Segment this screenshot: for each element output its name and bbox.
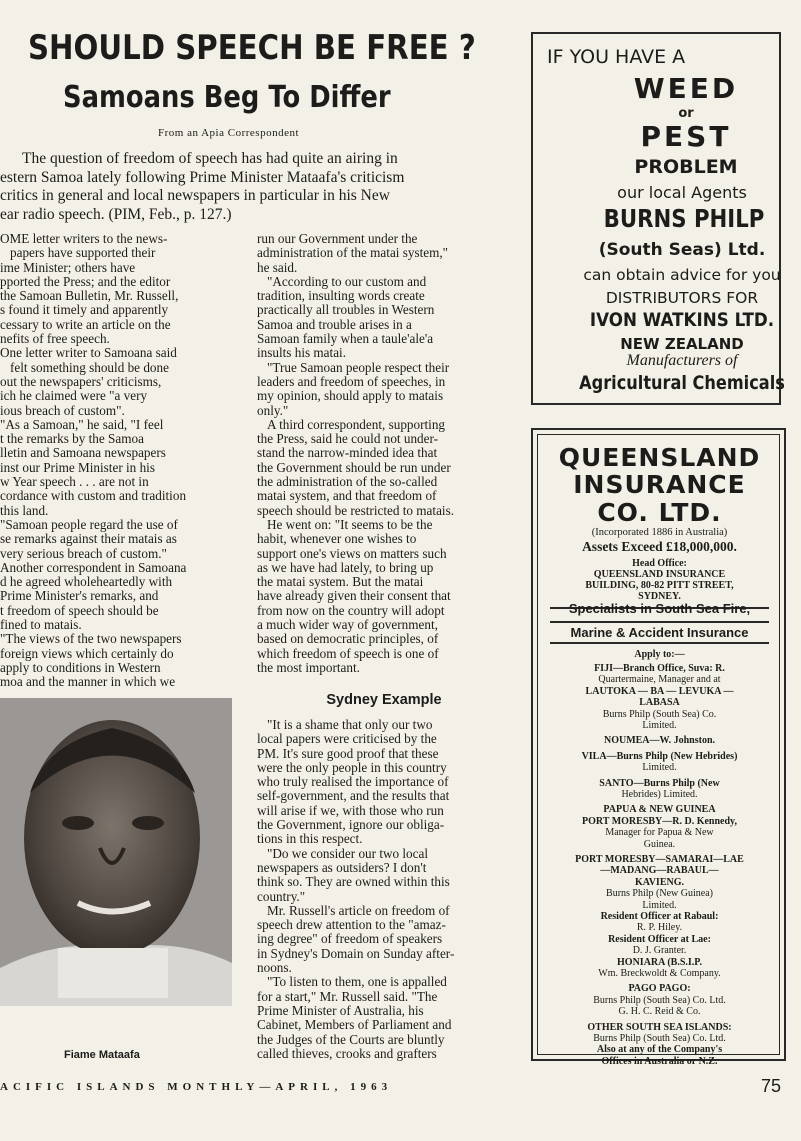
ad-agent-line: —MADANG—RABAUL— (600, 865, 719, 877)
text-line: "According to our custom and (267, 274, 427, 289)
ad-agent-line: PORT MORESBY—SAMARAI—LAE (575, 854, 744, 865)
text-line: this land. (0, 503, 49, 518)
ad-agent-line: OTHER SOUTH SEA ISLANDS: (587, 1021, 732, 1033)
ad-title-line: QUEENSLAND (558, 443, 761, 472)
ad-agent-line: VILA—Burns Philp (New Hebrides) (581, 750, 738, 762)
ad-line: DISTRIBUTORS FOR (605, 289, 759, 307)
text-line: Prime Minister of Australia, his (257, 1003, 424, 1018)
ad-agent-line: Limited. (642, 899, 677, 911)
ad-agent-line: Resident Officer at Lae: (608, 933, 711, 945)
text-line: Samoan family when a taule'ale'a (257, 332, 434, 347)
text-line: PM. It's sure good proof that these (257, 746, 439, 761)
photo-caption: Fiame Mataafa (64, 1049, 140, 1061)
text-line: w Year speech . . . are not in (0, 475, 149, 490)
article-column-left (0, 232, 238, 690)
text-line: the Government should be run under (257, 460, 451, 475)
text-line: administration of the matai system," (257, 246, 449, 261)
text-line: he said. (257, 260, 298, 275)
text-line: habit, whenever one wishes to (257, 532, 417, 547)
text-line: the administration of the so-called (257, 475, 438, 490)
text-line: fined to matais. (0, 618, 82, 633)
text-line: the Press, said he could not under- (257, 432, 439, 447)
ad-line: IVON WATKINS LTD. (589, 309, 775, 331)
text-line: will arise if we, with those who run (257, 803, 444, 818)
text-line: ich he claimed were "a very (0, 389, 148, 404)
text-line: s found it timely and apparently (0, 303, 169, 318)
article-column-right-top (257, 232, 511, 675)
subheadline: Samoans Beg To Differ (63, 80, 391, 115)
ad-agent-line: KAVIENG. (635, 876, 684, 888)
ad-assets: Assets Exceed £18,000,000. (582, 539, 737, 554)
text-line: run our Government under the (257, 232, 418, 246)
text-line: as we have had lately, to bring up (257, 560, 434, 575)
intro-line: The question of freedom of speech has had quite an airing in (22, 150, 398, 167)
text-line: called thieves, crooks and grafters (257, 1046, 437, 1061)
text-line: leaders and freedom of speeches, in (257, 374, 446, 389)
text-line: "It is a shame that only our two (267, 718, 433, 732)
text-line: the matai system. But the matai (257, 575, 424, 590)
text-line: practically all troubles in Western (257, 303, 435, 318)
section-heading: Sydney Example (326, 692, 442, 708)
text-line: my opinion, should apply to matais (257, 389, 444, 404)
ad-line: PEST (640, 120, 732, 153)
ad-agent-line: PAPUA & NEW GUINEA (603, 804, 716, 816)
ad-agent-line: Quartermaine, Manager and at (598, 674, 721, 686)
byline: From an Apia Correspondent (158, 127, 300, 139)
text-line: which freedom of speech is one of (257, 646, 439, 661)
text-line: country." (257, 889, 306, 904)
text-line: tions in this respect. (257, 832, 363, 847)
text-line: Samoa and trouble arises in a (257, 317, 412, 332)
text-line: for a start," Mr. Russell said. "The (257, 989, 438, 1004)
text-line: OME letter writers to the news- (0, 232, 168, 246)
text-line: cessary to write an article on the (0, 317, 171, 332)
text-line: the Samoan Bulletin, Mr. Russell, (0, 289, 179, 304)
text-line: ime Minister; others have (0, 260, 136, 275)
text-line: from now on the country will adopt (257, 603, 445, 618)
ad-agent-line: LAUTOKA — BA — LEVUKA — (585, 685, 734, 697)
ad-line: BURNS PHILP (603, 204, 765, 233)
text-line: t the remarks by the Samoa (0, 432, 144, 447)
text-line: have already given their consent that (257, 589, 451, 604)
ad-title-line: CO. LTD. (597, 498, 722, 527)
text-line: were the only people in this country (257, 760, 447, 775)
ad-line: Manufacturers of (626, 352, 738, 369)
ad-agent-line: Offices in Australia or N.Z. (601, 1055, 718, 1067)
text-line: se remarks against their matais as (0, 532, 177, 547)
ad-agent-line: NOUMEA—W. Johnston. (603, 735, 716, 747)
text-line: think so. They are owned within this (257, 875, 450, 890)
text-line: the most important. (257, 660, 360, 675)
ad-agent-line: Guinea. (643, 838, 676, 850)
text-line: d he agreed wholeheartedly with (0, 575, 173, 590)
ad-agent-line: Burns Philp (New Guinea) (606, 888, 713, 900)
text-line: "True Samoan people respect their (267, 360, 450, 375)
queensland-insurance-advertisement (531, 428, 786, 1067)
ad-agent-line: Also at any of the Company's (596, 1044, 723, 1056)
intro-line: critics in general and local newspapers in particular in his New (0, 187, 390, 204)
ad-agent-line: G. H. C. Reid & Co. (618, 1006, 701, 1018)
text-line: newspapers as outsiders? I don't (257, 860, 427, 875)
ad-agent-line: D. J. Granter. (632, 945, 687, 957)
ad-agent-line: Wm. Breckwoldt & Company. (598, 968, 721, 979)
ad-agent-line: Limited. (642, 762, 677, 774)
headline: SHOULD SPEECH BE FREE ? (28, 28, 476, 68)
ad-line: our local Agents (617, 183, 747, 202)
ad-specialists: Marine & Accident Insurance (570, 625, 749, 640)
text-line: cordance with custom and tradition (0, 489, 187, 504)
text-line: "The views of the two newspapers (0, 632, 182, 647)
text-line: papers have supported their (10, 246, 156, 261)
text-line: Prime Minister's remarks, and (0, 589, 159, 604)
text-line: ious breach of custom". (0, 403, 125, 418)
text-line: speech should be restricted to matais. (257, 503, 455, 518)
ad-apply: Apply to:— (634, 649, 685, 660)
ad-line: or (678, 106, 694, 121)
portrait-illustration (0, 698, 232, 1006)
weed-pest-advertisement (531, 32, 785, 405)
text-line: Mr. Russell's article on freedom of (267, 903, 450, 918)
text-line: Another correspondent in Samoana (0, 560, 187, 575)
text-line: very serious breach of custom." (0, 546, 167, 561)
ad-line: WEED (633, 72, 739, 105)
intro-line: ear radio speech. (PIM, Feb., p. 127.) (0, 205, 232, 223)
text-line: who truly realised the importance of (257, 775, 449, 790)
text-line: matai system, and that freedom of (257, 489, 437, 504)
ad-head-office-label: Head Office: (632, 558, 687, 569)
portrait-photo (0, 698, 232, 1006)
text-line: "To listen to them, one is appalled (267, 975, 447, 990)
text-line: local papers were criticised by the (257, 732, 437, 747)
article-column-right-bottom (257, 718, 511, 1061)
ad-agent-line: PORT MORESBY—R. D. Kennedy, (581, 815, 738, 827)
text-line: speech drew attention to the "amaz- (257, 918, 446, 933)
ad-agent-line: Burns Philp (South Sea) Co. (602, 708, 717, 720)
text-line: stand the narrow-minded idea that (257, 446, 438, 461)
ad-head-office: BUILDING, 80-82 PITT STREET, (585, 580, 734, 591)
ad-agent-line: Burns Philp (South Sea) Co. Ltd. (593, 994, 726, 1006)
text-line: "As a Samoan," he said, "I feel (0, 417, 164, 432)
ad-specialists: Specialists in South Sea Fire, (568, 601, 751, 616)
text-line: out the newspapers' criticisms, (0, 374, 162, 389)
text-line: lletin and Samoana newspapers (0, 446, 166, 461)
text-line: apply to conditions in Western (0, 660, 161, 675)
ad-rule (550, 642, 769, 644)
text-line: the Judges of the Courts are bluntly (257, 1032, 445, 1047)
ad-agent-line: PAGO PAGO: (628, 983, 691, 995)
ad-agent-line: Burns Philp (South Sea) Co. Ltd. (593, 1033, 726, 1044)
ad-head-office: QUEENSLAND INSURANCE (593, 569, 726, 580)
text-line: One letter writer to Samoana said (0, 346, 177, 361)
page-footer: ACIFIC ISLANDS MONTHLY—APRIL, 1963 (0, 1081, 393, 1093)
text-line: foreign views which certainly do (0, 646, 174, 661)
ad-line: IF YOU HAVE A (547, 46, 686, 68)
ad-title-line: INSURANCE (573, 470, 746, 499)
ad-line: PROBLEM (634, 156, 738, 178)
ad-agent-line: R. P. Hiley. (636, 922, 683, 934)
text-line: in Sydney's Domain on Sunday after- (257, 946, 455, 961)
ad-line: Agricultural Chemicals (579, 372, 785, 394)
text-line: felt something should be done (10, 360, 169, 375)
text-line: a much wider way of government, (257, 618, 438, 633)
text-line: inst our Prime Minister in his (0, 460, 155, 475)
ad-agent-line: Manager for Papua & New (605, 827, 714, 839)
intro-paragraph (0, 150, 512, 224)
ad-rule (550, 621, 769, 623)
ad-incorporated: (Incorporated 1886 in Australia) (591, 527, 728, 538)
text-line: "Samoan people regard the use of (0, 517, 178, 532)
ad-agent-line: Hebrides) Limited. (621, 789, 698, 800)
text-line: pported the Press; and the editor (0, 274, 171, 289)
ad-agent-line: FIJI—Branch Office, Suva: R. (594, 663, 725, 674)
ad-line: can obtain advice for you (583, 266, 781, 284)
intro-line: estern Samoa lately following Prime Minister Mataafa's criticism (0, 168, 405, 186)
text-line: "Do we consider our two local (267, 846, 429, 861)
text-line: moa and the manner in which we (0, 675, 176, 690)
text-line: tradition, insulting words create (257, 289, 425, 304)
text-line: self-government, and the results that (257, 789, 450, 804)
ad-agent-line: SANTO—Burns Philp (New (599, 777, 720, 789)
ad-agent-line: Limited. (642, 720, 677, 731)
text-line: insults his matai. (257, 346, 347, 361)
page-number: 75 (761, 1076, 782, 1096)
ad-agent-line: HONIARA (B.S.I.P. (617, 956, 702, 968)
text-line: nefits of free speech. (0, 332, 110, 347)
text-line: t freedom of speech should be (0, 603, 159, 618)
text-line: Cabinet, Members of Parliament and (257, 1018, 452, 1033)
ad-agent-line: Resident Officer at Rabaul: (600, 911, 719, 922)
text-line: based on democratic principles, of (257, 632, 439, 647)
text-line: noons. (257, 961, 292, 976)
text-line: ing degree" of freedom of speakers (257, 932, 443, 947)
text-line: the Government, ignore our obliga- (257, 818, 445, 833)
ad-frame (537, 434, 780, 1067)
text-line: A third correspondent, supporting (267, 417, 446, 432)
ad-line: NEW ZEALAND (620, 335, 744, 353)
ad-head-office: SYDNEY. (638, 591, 681, 602)
text-line: support one's views on matters such (257, 546, 447, 561)
text-line: only." (257, 403, 289, 418)
ad-line: (South Seas) Ltd. (598, 240, 766, 260)
text-line: He went on: "It seems to be the (267, 517, 433, 532)
ad-agent-line: LABASA (639, 697, 680, 709)
